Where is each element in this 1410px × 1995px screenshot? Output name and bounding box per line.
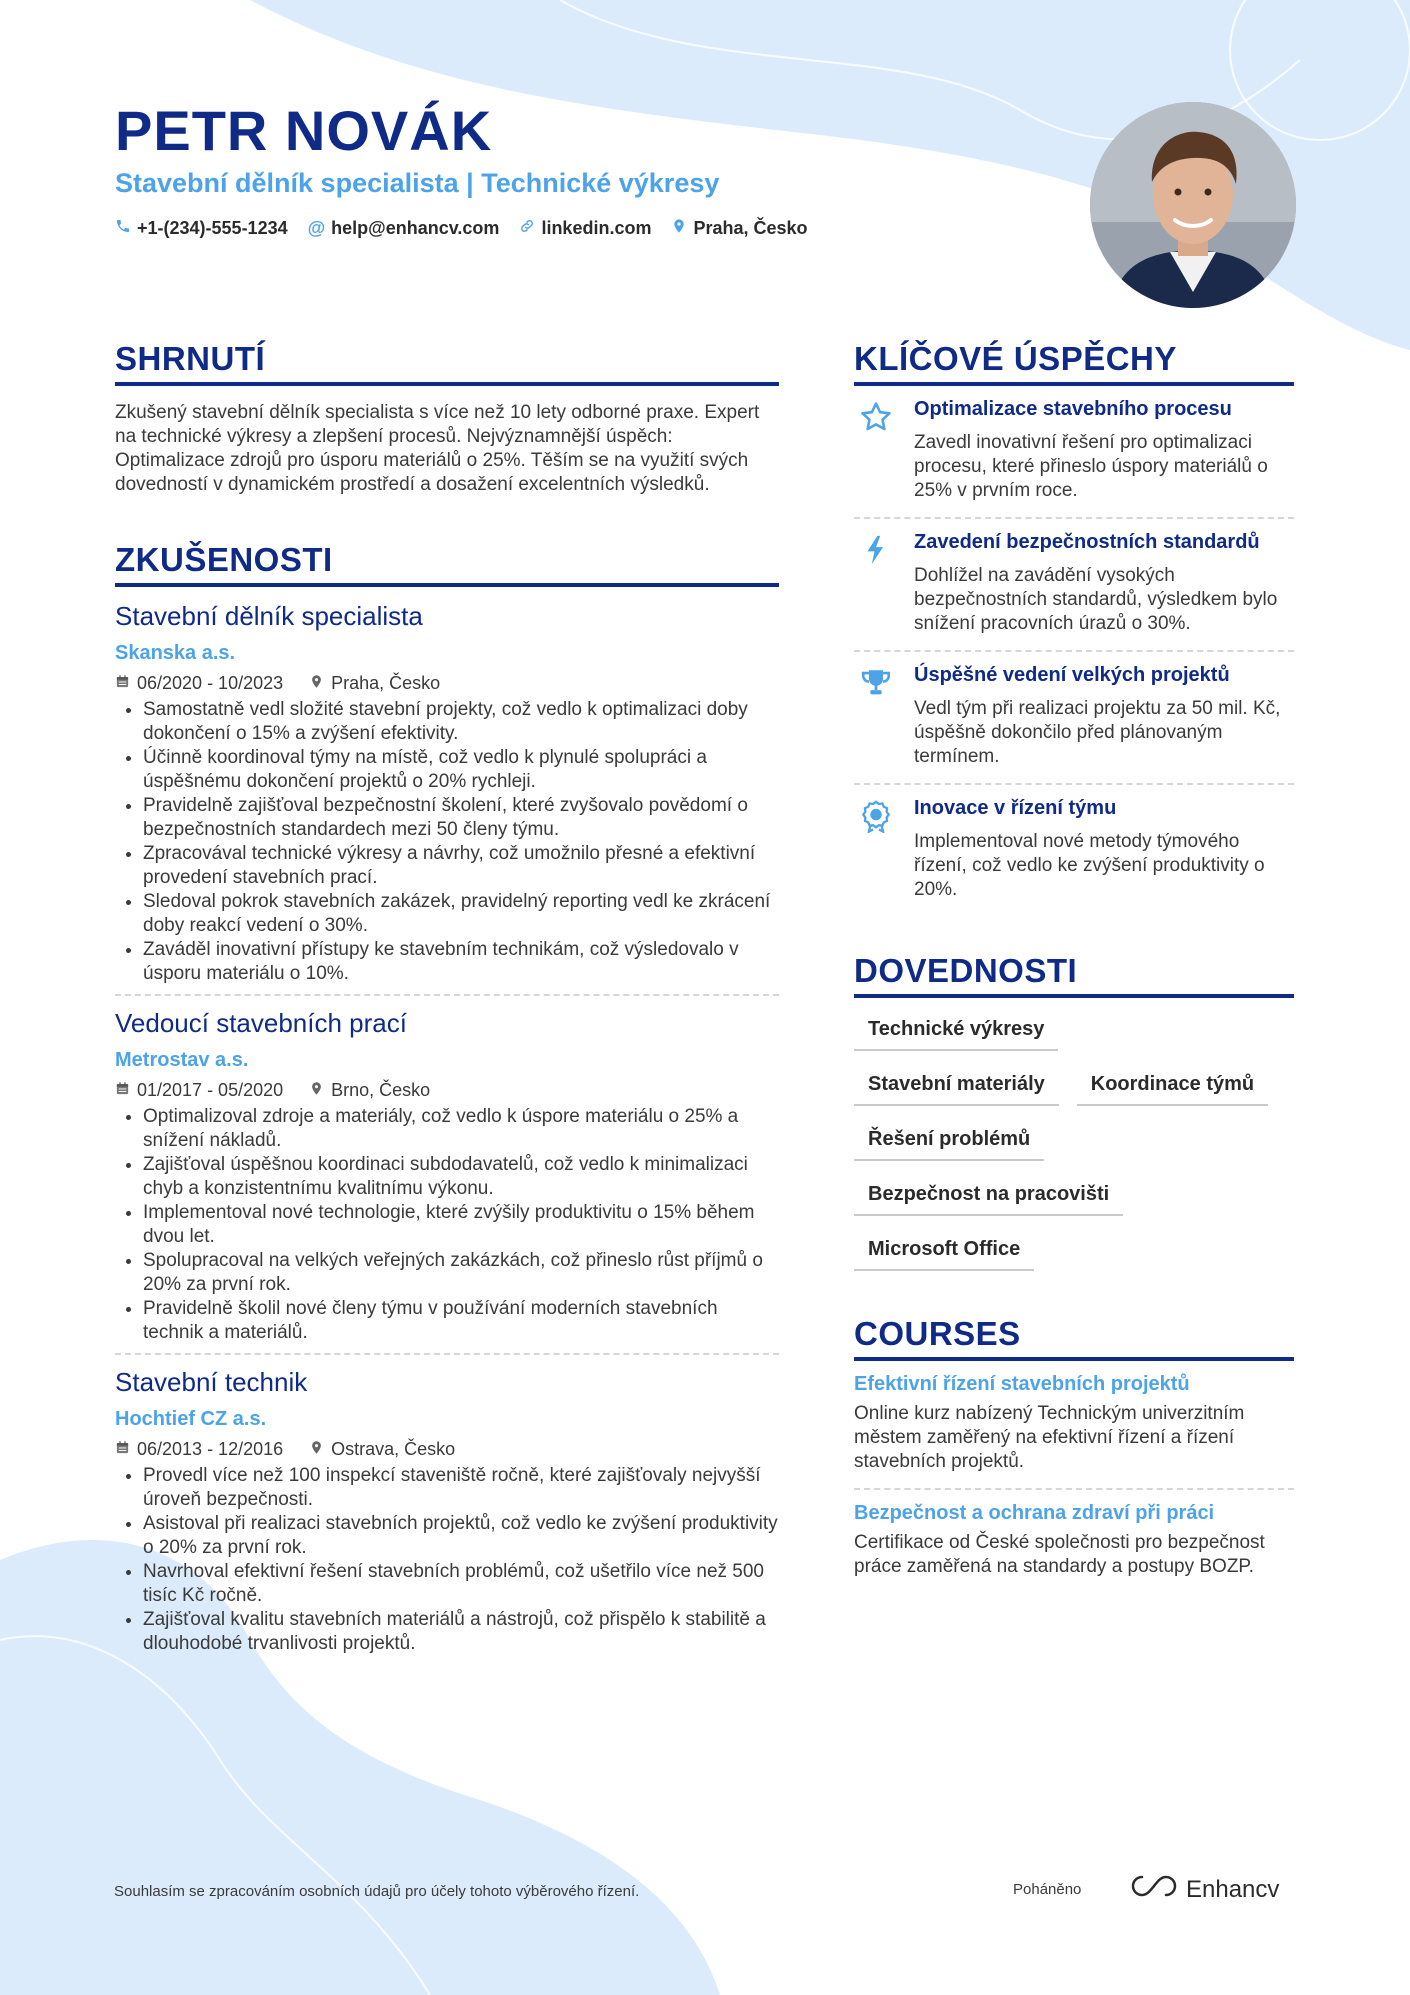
job-bullet: • Optimalizoval zdroje a materiály, což vedlo k úspore materiálu o 25% a snížení nákladů. bbox=[143, 1105, 779, 1153]
lightning-icon bbox=[854, 531, 898, 636]
summary-title: SHRNUTÍ bbox=[115, 340, 779, 386]
calendar-icon bbox=[115, 1080, 130, 1101]
skill-tag: Stavební materiály bbox=[854, 1073, 1059, 1106]
location-pin-icon bbox=[309, 1439, 324, 1460]
link-icon bbox=[519, 218, 535, 239]
achievement-title: Optimalizace stavebního procesu bbox=[914, 398, 1232, 420]
candidate-headline: Stavební dělník specialista | Technické výkresy bbox=[115, 168, 720, 198]
company-name: Skanska a.s. bbox=[115, 642, 236, 664]
job-bullets bbox=[115, 1105, 779, 1345]
skills-title: DOVEDNOSTI bbox=[854, 952, 1294, 998]
achievement-item bbox=[854, 386, 1294, 517]
experience-title: ZKUŠENOSTI bbox=[115, 541, 779, 587]
job-meta bbox=[115, 673, 779, 694]
contact-email[interactable] bbox=[308, 218, 500, 239]
skill-tag: Řešení problémů bbox=[854, 1128, 1044, 1161]
job-entry bbox=[115, 994, 779, 1353]
achievement-title: Úspěšné vedení velkých projektů bbox=[914, 664, 1230, 686]
calendar-icon bbox=[115, 1439, 130, 1460]
job-dates: 06/2020 - 10/2023 bbox=[137, 673, 284, 693]
job-bullet: • Pravidelně zajišťoval bezpečnostní školení, které zvyšovalo povědomí o bezpečnostních standardech mezi 50 členy týmu. bbox=[143, 794, 779, 842]
powered-by-label: Poháněno bbox=[1013, 1881, 1082, 1898]
contact-linkedin-text: linkedin.com bbox=[541, 218, 652, 238]
contact-phone[interactable] bbox=[115, 218, 288, 239]
job-dates: 01/2017 - 05/2020 bbox=[137, 1080, 284, 1100]
job-location: Praha, Česko bbox=[331, 673, 441, 693]
achievement-item bbox=[854, 517, 1294, 650]
calendar-icon bbox=[115, 673, 130, 694]
job-meta bbox=[115, 1080, 779, 1101]
courses-section bbox=[854, 1315, 1294, 1593]
job-bullet: • Asistoval při realizaci stavebních projektů, což vedlo ke zvýšení produktivity o 20% za první rok. bbox=[143, 1512, 779, 1560]
achievement-text: Zavedl inovativní řešení pro optimalizaci procesu, které přineslo úspory materiálů o 25% v prvním roce. bbox=[914, 432, 1268, 501]
star-icon bbox=[854, 398, 898, 503]
skill-tag: Technické výkresy bbox=[854, 1018, 1058, 1051]
contact-email-text: help@enhancv.com bbox=[331, 218, 500, 238]
profile-photo bbox=[1090, 102, 1296, 308]
skill-tag: Koordinace týmů bbox=[1077, 1073, 1268, 1106]
skill-tag: Bezpečnost na pracovišti bbox=[854, 1183, 1123, 1216]
brand-name: Enhancv bbox=[1186, 1875, 1280, 1903]
job-location: Brno, Česko bbox=[331, 1080, 431, 1100]
consent-note: Souhlasím se zpracováním osobních údajů pro účely tohoto výběrového řízení. bbox=[114, 1883, 640, 1900]
summary-section bbox=[115, 340, 779, 497]
skills-list bbox=[854, 1018, 1294, 1271]
summary-text: Zkušený stavební dělník specialista s více než 10 lety odborné praxe. Expert na technické výkresy a zlepšení procesů. Nejvýznamnější úspěch: Optimalizace zdrojů pro úsporu materiálů o 25%. Těším se na využití svých dovedností v dynamickém prostředí a dosažení excelentních výsledků. bbox=[115, 402, 760, 495]
job-bullet: • Spolupracoval na velkých veřejných zakázkách, což přineslo růst příjmů o 20% za první rok. bbox=[143, 1249, 779, 1297]
course-item bbox=[854, 1488, 1294, 1593]
job-bullet: • Zaváděl inovativní přístupy ke stavebním technikám, což výsledovalo v úsporu materiálu o 10%. bbox=[143, 938, 779, 986]
company-name: Hochtief CZ a.s. bbox=[115, 1408, 267, 1430]
job-bullet: • Samostatně vedl složité stavební projekty, což vedlo k optimalizaci doby dokončení o 15% a zvýšení efektivity. bbox=[143, 698, 779, 746]
contact-linkedin[interactable] bbox=[519, 218, 651, 239]
left-column bbox=[115, 340, 779, 1664]
course-title: Efektivní řízení stavebních projektů bbox=[854, 1373, 1190, 1395]
contact-location bbox=[671, 218, 807, 239]
company-name: Metrostav a.s. bbox=[115, 1049, 249, 1071]
job-bullet: • Provedl více než 100 inspekcí staveniště ročně, které zajišťovaly nejvyšší úroveň bezpečnosti. bbox=[143, 1464, 779, 1512]
job-bullet: • Účinně koordinoval týmy na místě, což vedlo k plynulé spolupráci a úspěšnému dokončení projektů o 20% rychleji. bbox=[143, 746, 779, 794]
achievement-text: Vedl tým při realizaci projektu za 50 mil. Kč, úspěšně dokončilo před plánovaným termínem. bbox=[914, 698, 1281, 767]
job-bullet: • Zajišťoval kvalitu stavebních materiálů a nástrojů, což přispělo k stabilitě a dlouhodobé trvanlivosti projektů. bbox=[143, 1608, 779, 1656]
contact-list bbox=[115, 218, 808, 239]
job-meta bbox=[115, 1439, 779, 1460]
job-bullet: • Sledoval pokrok stavebních zakázek, pravidelný reporting vedl ke zkrácení doby reakcí vedení o 30%. bbox=[143, 890, 779, 938]
job-bullets bbox=[115, 698, 779, 986]
course-text: Online kurz nabízený Technickým univerzitním městem zaměřený na efektivní řízení a řízení stavebních projektů. bbox=[854, 1403, 1245, 1472]
right-column bbox=[854, 340, 1294, 1593]
job-entry bbox=[115, 601, 779, 994]
job-title: Stavební technik bbox=[115, 1367, 308, 1397]
job-bullet: • Pravidelně školil nové členy týmu v používání moderních stavebních technik a materiálů. bbox=[143, 1297, 779, 1345]
experience-section bbox=[115, 541, 779, 1664]
trophy-icon bbox=[854, 664, 898, 769]
phone-icon bbox=[115, 218, 131, 239]
skills-section bbox=[854, 952, 1294, 1271]
job-dates: 06/2013 - 12/2016 bbox=[137, 1439, 284, 1459]
achievement-text: Implementoval nové metody týmového řízení, což vedlo ke zvýšení produktivity o 20%. bbox=[914, 831, 1265, 900]
location-pin-icon bbox=[671, 218, 687, 239]
candidate-name: PETR NOVÁK bbox=[115, 99, 493, 162]
job-bullet: • Zajišťoval úspěšnou koordinaci subdodavatelů, což vedlo k minimalizaci chyb a konzistentnímu kvalitnímu výkonu. bbox=[143, 1153, 779, 1201]
achievement-title: Zavedení bezpečnostních standardů bbox=[914, 531, 1260, 553]
job-title: Vedoucí stavebních prací bbox=[115, 1008, 407, 1038]
job-location: Ostrava, Česko bbox=[331, 1439, 456, 1459]
achievement-item bbox=[854, 650, 1294, 783]
course-title: Bezpečnost a ochrana zdraví při práci bbox=[854, 1502, 1215, 1524]
job-bullet: • Implementoval nové technologie, které zvýšily produktivitu o 15% během dvou let. bbox=[143, 1201, 779, 1249]
job-bullets bbox=[115, 1464, 779, 1656]
job-title: Stavební dělník specialista bbox=[115, 601, 423, 631]
job-bullet: • Navrhoval efektivní řešení stavebních problémů, což ušetřilo více než 500 tisíc Kč ročně. bbox=[143, 1560, 779, 1608]
achievement-text: Dohlížel na zavádění vysokých bezpečnostních standardů, výsledkem bylo snížení pracovních úrazů o 30%. bbox=[914, 565, 1278, 634]
achievement-item bbox=[854, 783, 1294, 916]
course-text: Certifikace od České společnosti pro bezpečnost práce zaměřená na standardy a postupy BOZP. bbox=[854, 1532, 1265, 1577]
infinity-logo-icon bbox=[1130, 1873, 1178, 1906]
skill-tag: Microsoft Office bbox=[854, 1238, 1034, 1271]
job-entry bbox=[115, 1353, 779, 1664]
contact-location-text: Praha, Česko bbox=[693, 218, 808, 238]
courses-title: COURSES bbox=[854, 1315, 1294, 1361]
location-pin-icon bbox=[309, 1080, 324, 1101]
achievements-section bbox=[854, 340, 1294, 916]
achievement-title: Inovace v řízení týmu bbox=[914, 797, 1117, 819]
contact-phone-text: +1-(234)-555-1234 bbox=[137, 218, 288, 238]
brand-logo[interactable] bbox=[1130, 1873, 1279, 1906]
location-pin-icon bbox=[309, 673, 324, 694]
job-bullet: • Zpracovával technické výkresy a návrhy, což umožnilo přesné a efektivní provedení stavebních prací. bbox=[143, 842, 779, 890]
at-icon: @ bbox=[307, 218, 326, 238]
achievements-title: KLÍČOVÉ ÚSPĚCHY bbox=[854, 340, 1294, 386]
award-badge-icon bbox=[854, 797, 898, 902]
course-item bbox=[854, 1361, 1294, 1488]
